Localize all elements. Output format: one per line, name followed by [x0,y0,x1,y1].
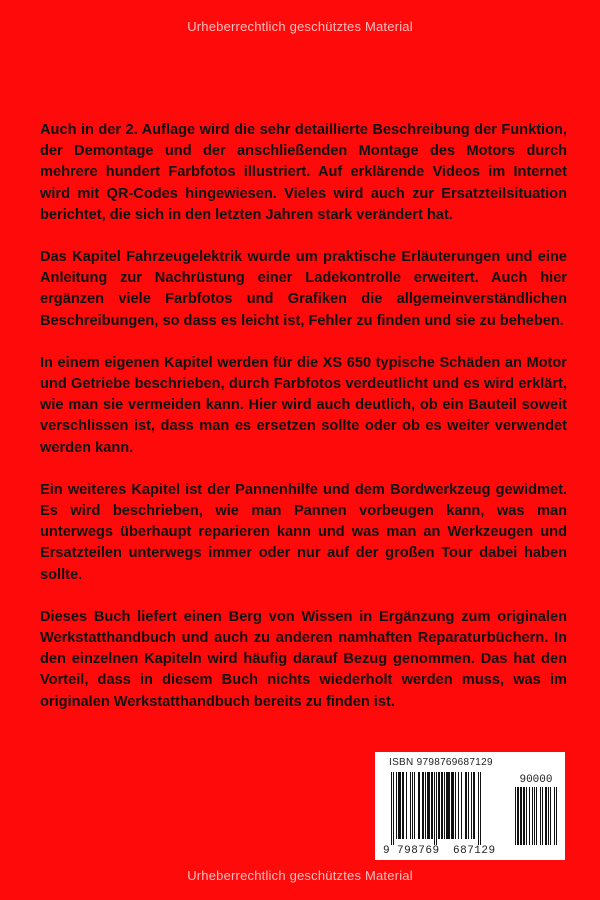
paragraph-2: Das Kapitel Fahrzeugelektrik wurde um praktische Erläuterungen und eine Anleitung zur Nachrüstung einer Ladekontrolle erweitert. Auch hier ergänzen viele Farbfotos und Grafiken die allgemeinverständlichen Beschreibungen, so dass es leicht ist, Fehler zu finden und sie zu beheben. [40,249,567,329]
barcode-bar [556,787,557,845]
barcode-bar [540,787,541,845]
barcode-bar [396,772,397,839]
back-cover-text [40,120,567,734]
barcode-bar [471,772,472,839]
barcode-bar [468,772,469,839]
barcode-bar [414,772,415,839]
barcode-bar [554,787,555,845]
isbn-barcode [375,752,565,860]
barcode-bar [465,772,467,839]
barcode-bar [434,772,435,845]
paragraph-3: In einem eigenen Kapitel werden für die XS 650 typische Schäden an Motor und Getriebe beschrieben, durch Farbfotos verdeutlicht und es wird erklärt, wie man sie vermeiden kann. Hier wird auch deutlich, ob ein Bauteil soweit verschlissen ist, dass man es ersetzen sollte oder ob es weiter verwendet werden kann. [40,354,567,456]
barcode-bar [444,772,445,839]
barcode-bar [515,787,516,845]
barcode-bar [406,772,407,839]
barcode-bar [446,772,450,839]
barcode-bars [391,772,509,845]
barcode-bar [517,787,519,845]
barcode-digit-first: 9 [383,845,391,857]
barcode-bar [545,787,547,845]
barcode-digits-right: 687129 [453,845,496,857]
barcode-bar [529,787,530,845]
barcode-bar [422,772,424,839]
barcode-bar [425,772,426,839]
barcode-bar [532,787,533,845]
barcode-bar [427,772,430,839]
barcode-bar [461,772,462,839]
barcode-bar [520,787,522,845]
barcode-bar [451,772,454,839]
barcode-bar [412,772,413,839]
barcode-bar [402,772,404,839]
barcode-digits [383,845,513,857]
barcode-bar [458,772,459,839]
barcode-bar [391,772,392,845]
barcode-bar [480,772,481,845]
barcode-bar [393,772,394,845]
isbn-label: ISBN 9798769687129 [389,757,493,768]
barcode-bar [542,787,543,845]
paragraph-1: Auch in der 2. Auflage wird die sehr detaillierte Beschreibung der Funktion, der Demontage und der anschließenden Montage des Motors durch mehrere hundert Farbfotos illustriert. Auf erklärende Videos im Internet wird mit QR-Codes hingewiesen. Vieles wird auch zur Ersatzteilsituation berichtet, die sich in den letzten Jahren stark verändert hat. [40,122,567,223]
paragraph-5: Dieses Buch liefert einen Berg von Wissen in Ergänzung zum originalen Werkstatthandbuch und auch zu anderen namhaften Reparaturbüchern. In den einzelnen Kapiteln wird häufig darauf Bezug genommen. Das hat den Vorteil, dass in diesem Buch nichts wiederholt werden muss, was im originalen Werkstatthandbuch bereits zu finden ist. [40,608,567,710]
barcode-bar [455,772,456,839]
watermark-bottom: Urheberrechtlich geschütztes Material [187,868,413,883]
barcode-bar [436,772,437,845]
barcode-bar [418,772,420,839]
barcode-bar [536,787,537,845]
barcode-bar [526,787,527,845]
barcode-bar [441,772,443,839]
barcode-bar [478,772,479,845]
barcode-bar [523,787,525,845]
barcode-bar [431,772,433,839]
barcode-bar [473,772,475,839]
barcode-bar [410,772,411,839]
barcode-bar [398,772,401,839]
barcode-bar [550,787,551,845]
paragraph-4: Ein weiteres Kapitel ist der Pannenhilfe und dem Bordwerkzeug gewidmet. Es wird beschrieben, wie man Pannen vorbeugen kann, was man unterwegs überhaupt reparieren kann und was man an Werkzeugen und Ersatzteilen unterwegs immer oder nur auf der großen Tour dabei haben sollte. [40,481,567,583]
barcode-addon-bars [515,787,557,845]
barcode-digits-left: 798769 [397,845,440,857]
barcode-bar [548,787,549,845]
watermark-top: Urheberrechtlich geschütztes Material [187,19,413,34]
barcode-bar [438,772,440,839]
barcode-bar [534,787,535,845]
barcode-addon-number: 90000 [519,774,553,786]
